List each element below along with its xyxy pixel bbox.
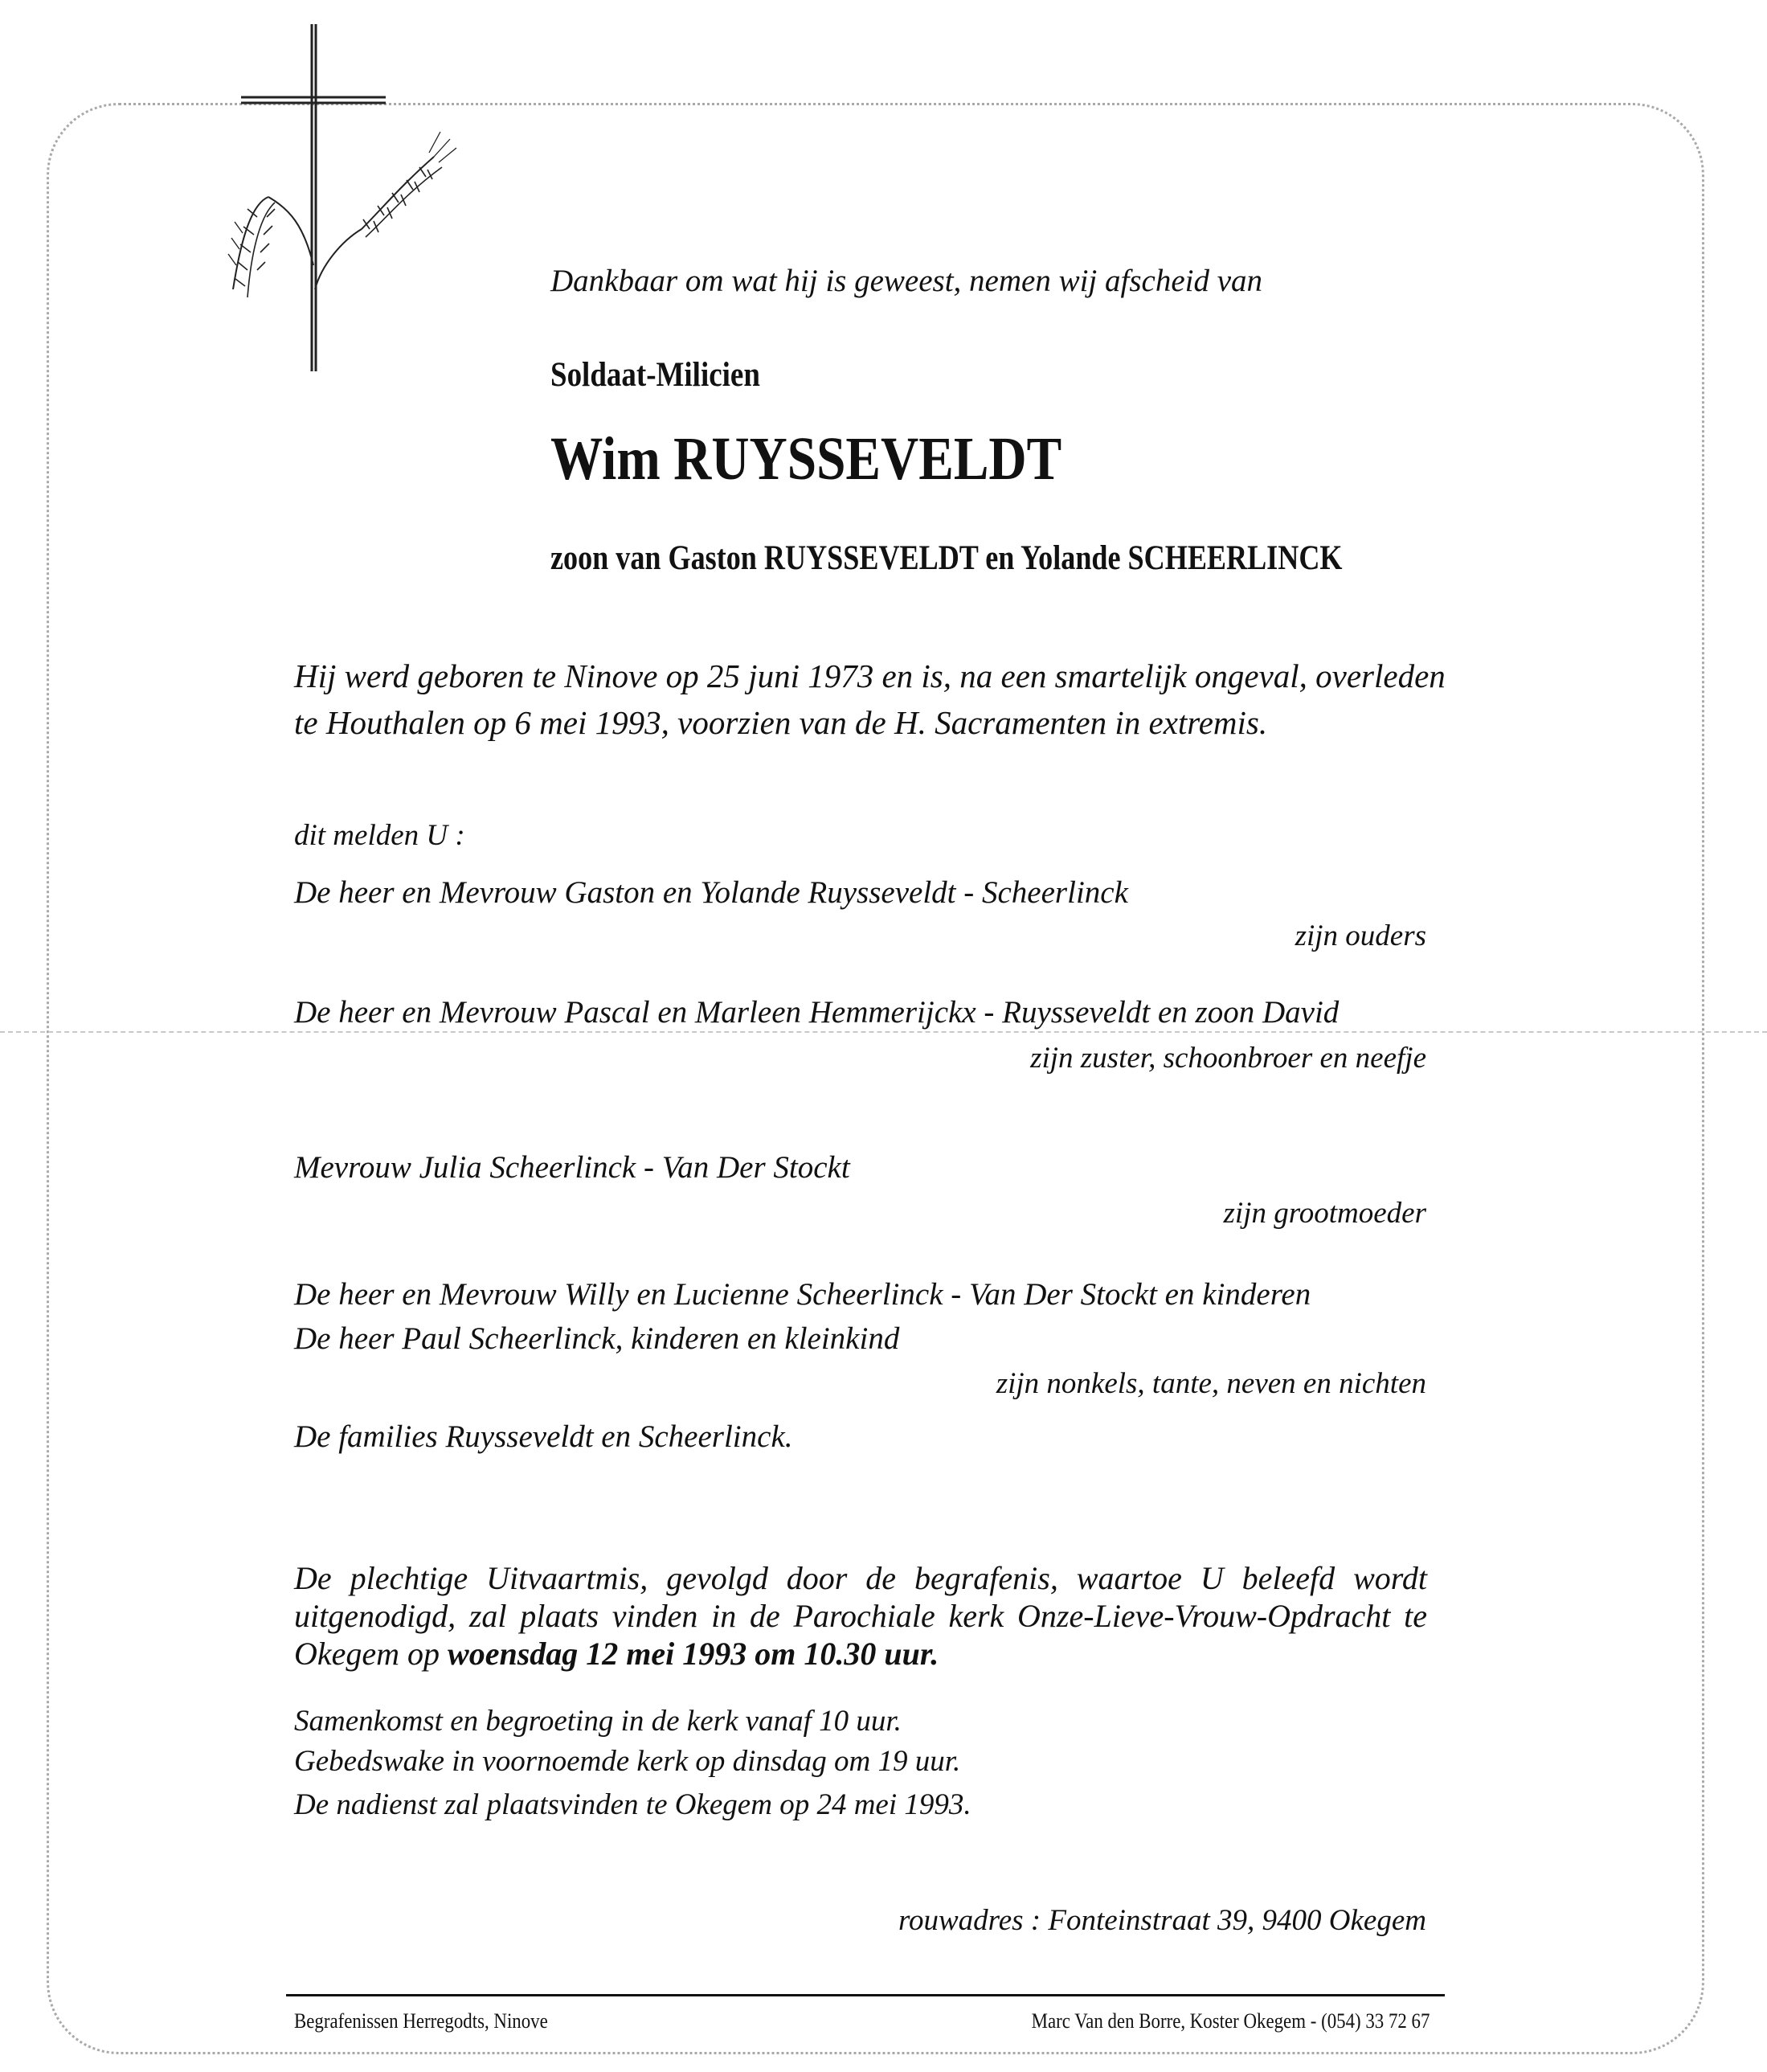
parents-line: zoon van Gaston RUYSSEVELDT en Yolande SCHEERLINCK (550, 539, 1343, 577)
info-service: De nadienst zal plaatsvinden te Okegem op 24 mei 1993. (294, 1788, 971, 1821)
biography-line: Hij werd geboren te Ninove op 25 juni 1973 en is, na een smartelijk ongeval, overleden (294, 657, 1446, 694)
biography (294, 653, 1446, 746)
relation-uncles: zijn nonkels, tante, neven en nichten (996, 1367, 1426, 1400)
family-entry-uncle: De heer en Mevrouw Willy en Lucienne Scheerlinck - Van Der Stockt en kinderen (294, 1277, 1311, 1312)
ceremony-datetime: woensdag 12 mei 1993 om 10.30 uur. (448, 1636, 939, 1672)
footer-divider (286, 1994, 1445, 1996)
footer-sexton: Marc Van den Borre, Koster Okegem - (054) 33 72 67 (1031, 2009, 1430, 2033)
cross-with-wheat-icon (201, 24, 458, 378)
relation-sister: zijn zuster, schoonbroer en neefje (1030, 1042, 1426, 1075)
family-entry-parents: De heer en Mevrouw Gaston en Yolande Ruysseveldt - Scheerlinck (294, 875, 1128, 910)
ceremony-line-start: Okegem op (294, 1636, 448, 1672)
footer-undertaker: Begrafenissen Herregodts, Ninove (294, 2009, 548, 2033)
announce-text: dit melden U : (294, 819, 465, 852)
relation-grandmother: zijn grootmoeder (1223, 1197, 1426, 1230)
biography-line: te Houthalen op 6 mei 1993, voorzien van de H. Sacramenten in extremis. (294, 704, 1268, 741)
ceremony-line (294, 1635, 1427, 1673)
ceremony-line: De plechtige Uitvaartmis, gevolgd door de begrafenis, waartoe U beleefd wordt (294, 1560, 1427, 1596)
mourning-address: rouwadres : Fonteinstraat 39, 9400 Okegem (898, 1904, 1426, 1937)
ceremony-text (294, 1559, 1427, 1673)
intro-text: Dankbaar om wat hij is geweest, nemen wij afscheid van (550, 264, 1263, 298)
family-entry-grandmother: Mevrouw Julia Scheerlinck - Van Der Stockt (294, 1150, 850, 1185)
family-entry-families: De families Ruysseveldt en Scheerlinck. (294, 1419, 793, 1454)
family-entry-uncle: De heer Paul Scheerlinck, kinderen en kleinkind (294, 1321, 900, 1356)
rank-title: Soldaat-Milicien (550, 356, 760, 394)
deceased-name: Wim RUYSSEVELDT (550, 425, 1062, 493)
ceremony-line: uitgenodigd, zal plaats vinden in de Parochiale kerk Onze-Lieve-Vrouw-Opdracht te (294, 1598, 1427, 1634)
fold-line (0, 1031, 1767, 1033)
info-gathering: Samenkomst en begroeting in de kerk vanaf 10 uur. (294, 1705, 902, 1738)
family-entry-sister: De heer en Mevrouw Pascal en Marleen Hemmerijckx - Ruysseveldt en zoon David (294, 995, 1340, 1030)
relation-parents: zijn ouders (1295, 919, 1426, 952)
info-vigil: Gebedswake in voornoemde kerk op dinsdag om 19 uur. (294, 1745, 961, 1778)
